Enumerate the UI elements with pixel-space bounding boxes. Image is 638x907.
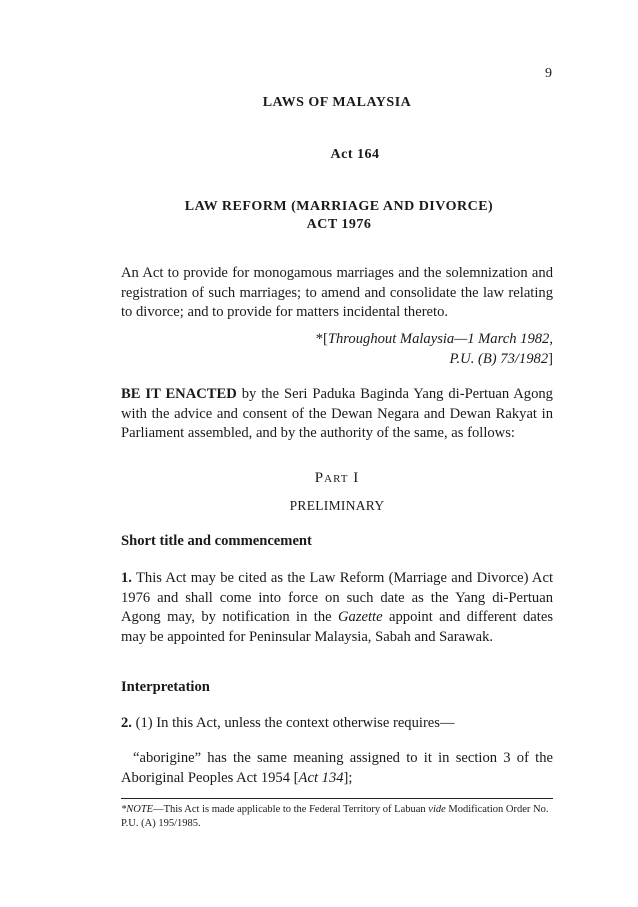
long-title: An Act to provide for monogamous marriages and the solemnization and registration of such marriages; to amend and consolidate the law relating to divorce; and to provide for matters incidental thereto. (121, 265, 553, 320)
act-title-line1: LAW REFORM (MARRIAGE AND DIVORCE) (184, 199, 494, 214)
part-label: Part I (314, 470, 360, 486)
section1-text (121, 569, 553, 647)
commencement-close-bracket: ] (548, 351, 553, 367)
commencement-reference: P.U. (B) 73/1982 (449, 351, 549, 367)
footnote-text-after: Modification Order No. P.U. (A) 195/1985. (121, 804, 549, 829)
section1-text-before: This Act may be cited as the Law Reform (Marriage and Divorce) Act 1976 and shall come into force on such date as the Yang di-Pertuan Agong may, by notification in the (121, 570, 553, 625)
enacting-clause (121, 385, 553, 444)
footnote-vide: vide (428, 804, 446, 815)
definition-text-before: “aborigine” has the same meaning assigned to it in section 3 of the Aboriginal Peoples Act 1954 [ (121, 750, 553, 786)
section1-number: 1. (121, 570, 132, 586)
definition-act-ref: Act 134 (298, 769, 344, 786)
section1-gazette: Gazette (338, 609, 383, 625)
part-title: PRELIMINARY (289, 498, 385, 513)
section1-text-after: appoint and different dates may be appointed for Peninsular Malaysia, Sabah and Sarawak. (121, 609, 553, 645)
commencement-line2 (121, 350, 553, 370)
page-number: 9 (545, 66, 552, 81)
section2-number: 2. (121, 715, 132, 731)
section2-subsection (121, 714, 553, 734)
commencement-line1 (121, 330, 553, 350)
footnote-text-before: —This Act is made applicable to the Federal Territory of Labuan (153, 804, 429, 815)
section1-heading: Short title and commencement (121, 533, 312, 549)
commencement-place-date: Throughout Malaysia—1 March 1982, (327, 331, 553, 347)
footnote (121, 803, 553, 831)
definition-aborigine (121, 749, 553, 788)
footnote-label: *NOTE (121, 804, 154, 815)
enacting-clause-bold: BE IT ENACTED (121, 386, 237, 402)
laws-title: LAWS OF MALAYSIA (262, 95, 412, 110)
commencement-open-bracket: *[ (315, 331, 328, 347)
section2-subsection-text: (1) In this Act, unless the context otherwise requires— (131, 715, 455, 731)
act-number: Act 164 (330, 147, 380, 162)
enacting-clause-text: by the Seri Paduka Baginda Yang di-Pertuan Agong with the advice and consent of the Dewan Negara and Dewan Rakyat in Parliament assembled, and by the authority of the same, as follows: (121, 386, 553, 441)
act-title-line2: ACT 1976 (306, 217, 372, 232)
section2-heading: Interpretation (121, 679, 210, 695)
footnote-divider (121, 798, 553, 799)
definition-text-after: ]; (343, 769, 353, 786)
